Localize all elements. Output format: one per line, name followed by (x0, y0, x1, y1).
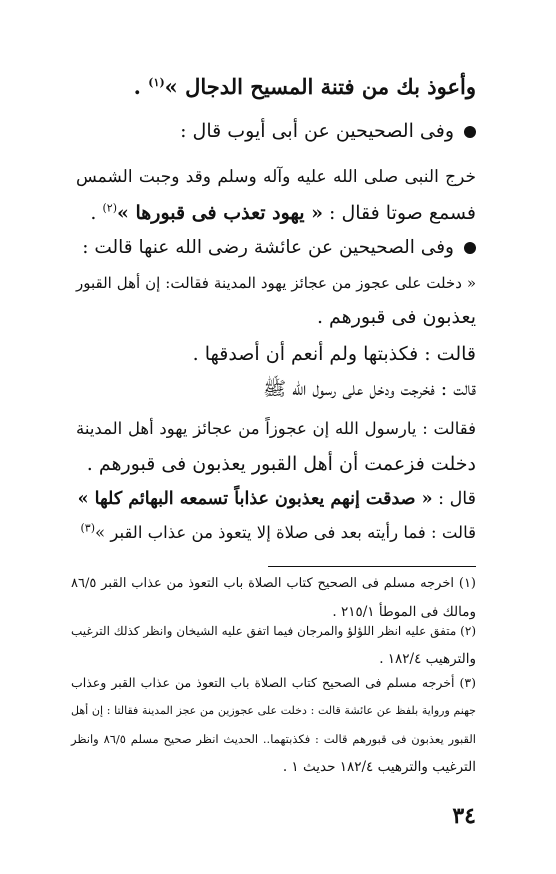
bullet-icon (464, 242, 476, 254)
hadith-intro-aisha: وفى الصحيحين عن عائشة رضى الله عنها قالت : (82, 237, 454, 258)
text-line-9: قالت : فخرجت ودخل على رسول الله ﷺ (263, 378, 476, 400)
footnote-line: ومالك فى الموطأ ٢١٥/١ . (332, 604, 476, 620)
bullet-icon (464, 126, 476, 138)
hadith-intro-abu-ayyub: وفى الصحيحين عن أبى أيوب قال : (180, 120, 454, 142)
narration-text: فسمع صوتا فقال : (322, 202, 476, 224)
punct: . (133, 74, 149, 99)
narration-text: قال : (432, 489, 476, 509)
narration-text: قالت : فما رأيته بعد فى صلاة إلا يتعوذ من عذاب القبر » (95, 523, 476, 542)
text-line-5 (76, 233, 476, 263)
footnote-divider (268, 566, 476, 567)
text-line-10: فقالت : يارسول الله إن عجوزاً من عجائز يهود أهل المدينة (76, 419, 476, 438)
footnote-ref-3: (٣) (80, 521, 96, 535)
text-line-6: « دخلت على عجوز من عجائز يهود المدينة فقالت: إن أهل القبور (76, 274, 476, 292)
page-number: ٣٤ (452, 803, 476, 829)
footnote-2 (71, 617, 476, 673)
footnote-line: (٣) أخرجه مسلم فى الصحيح كتاب الصلاة باب التعوذ من عذاب القبر وعذاب (71, 675, 476, 690)
text-line-11: دخلت فزعمت أن أهل القبور يعذبون فى قبورهم . (86, 453, 476, 475)
footnote-line: القبور يعذبون فى قبورهم قالت : فكذبتهما.. الحديث انظر صحيح مسلم ٨٦/٥ وانظر (71, 732, 476, 746)
text-line-3: خرج النبى صلى الله عليه وآله وسلم وقد وجبت الشمس (76, 167, 476, 187)
text-line-7: يعذبون فى قبورهم . (316, 306, 476, 328)
footnote-line: والترهيب ١٨٢/٤ . (379, 651, 476, 667)
text-line-13 (76, 518, 476, 548)
punct: . (90, 202, 103, 224)
hadith-quote: « صدقت إنهم يعذبون عذاباً تسمعه البهائم كلها » (77, 489, 433, 509)
dua-text: وأعوذ بك من فتنة المسيح الدجال » (164, 74, 476, 99)
footnote-line: الترغيب والترهيب ١٨٢/٤ حديث ١ . (282, 759, 476, 775)
text-line-12 (76, 484, 476, 514)
text-line-8: قالت : فكذبتها ولم أنعم أن أصدقها . (192, 343, 476, 365)
text-line-4 (76, 198, 476, 228)
footnote-line: (٢) متفق عليه انظر اللؤلؤ والمرجان فيما اتفق عليه الشيخان وانظر كذلك الترغيب (71, 624, 476, 638)
text-line-2 (76, 116, 476, 146)
footnote-3 (71, 669, 476, 781)
footnote-ref-2: (٢) (102, 201, 117, 215)
text-line-1 (76, 72, 476, 102)
footnote-line: (١) اخرجه مسلم فى الصحيح كتاب الصلاة باب التعوذ من عذاب القبر ٨٦/٥ (71, 576, 476, 591)
footnote-ref-1: (١) (148, 76, 165, 89)
hadith-quote: « يهود تعذب فى قبورها » (116, 202, 323, 224)
footnote-line: جهنم ورواية بلفظ عن عائشة قالت : دخلت على عجوزين من عجز المدينة فقالتا : إن أهل (71, 704, 476, 717)
